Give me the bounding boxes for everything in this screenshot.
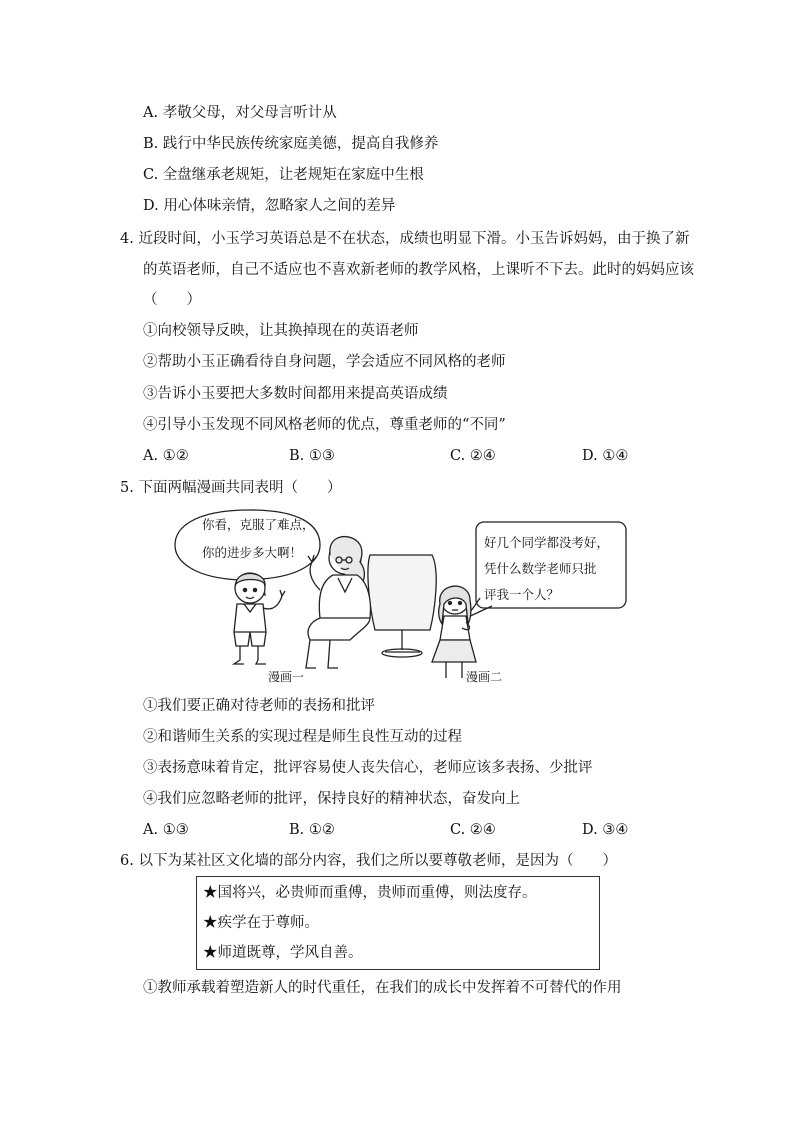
q5-choice-d[interactable]: D. ③④	[582, 822, 629, 838]
q4-choices	[143, 446, 643, 466]
quote-2: ★疾学在于尊师。	[203, 915, 319, 931]
q6-statement-1: ①教师承载着塑造新人的时代重任，在我们的成长中发挥着不可替代的作用	[143, 980, 622, 996]
q5-statement-1: ①我们要正确对待老师的表扬和批评	[143, 698, 375, 714]
cartoon2-speech-line-1: 好几个同学都没考好，	[484, 535, 610, 550]
q3-option-b: B. 践行中华民族传统家庭美德，提高自我修养	[143, 136, 439, 152]
culture-wall-quote-box	[196, 876, 600, 970]
quote-3: ★师道既尊，学风自善。	[203, 945, 363, 961]
q4-statement-4: ④引导小玉发现不同风格老师的优点，尊重老师的“不同”	[143, 417, 506, 433]
q4-statement-1: ①向校领导反映，让其换掉现在的英语老师	[143, 323, 419, 339]
q4-stem-line-2: 的英语老师，自己不适应也不喜欢新老师的教学风格，上课听不下去。此时的妈妈应该	[143, 262, 694, 278]
quote-1: ★国将兴，必贵师而重傅，贵师而重傅，则法度存。	[203, 885, 537, 901]
q4-statement-3: ③告诉小玉要把大多数时间都用来提高英语成绩	[143, 386, 448, 402]
q5-statement-4: ④我们应忽略老师的批评，保持良好的精神状态，奋发向上	[143, 791, 520, 807]
q3-option-d: D. 用心体味亲情，忽略家人之间的差异	[143, 198, 396, 214]
q5-statement-3: ③表扬意味着肯定，批评容易使人丧失信心，老师应该多表扬、少批评	[143, 760, 593, 776]
q5-choices	[143, 820, 643, 840]
q4-choice-c[interactable]: C. ②④	[450, 448, 496, 464]
q5-statement-2: ②和谐师生关系的实现过程是师生良性互动的过程	[143, 729, 462, 745]
q4-choice-d[interactable]: D. ①④	[582, 448, 629, 464]
q4-stem-line-3: （ ）	[143, 292, 201, 308]
q4-stem-line-1: 4. 近段时间，小玉学习英语总是不在状态，成绩也明显下滑。小玉告诉妈妈，由于换了新	[120, 231, 690, 247]
q3-option-a: A. 孝敬父母，对父母言听计从	[143, 105, 337, 121]
q6-stem: 6. 以下为某社区文化墙的部分内容，我们之所以要尊敬老师，是因为（ ）	[120, 853, 617, 869]
cartoon2-speech-line-3: 评我一个人？	[484, 587, 560, 602]
q4-choice-a[interactable]: A. ①②	[143, 448, 189, 464]
q3-option-c: C. 全盘继承老规矩，让老规矩在家庭中生根	[143, 167, 424, 183]
cartoon2-caption: 漫画二	[466, 670, 503, 684]
cartoon1-caption: 漫画一	[268, 670, 305, 684]
q5-choice-a[interactable]: A. ①③	[143, 822, 189, 838]
q5-cartoons	[170, 500, 630, 690]
q4-choice-b[interactable]: B. ①③	[289, 448, 335, 464]
q5-choice-c[interactable]: C. ②④	[450, 822, 496, 838]
q5-stem: 5. 下面两幅漫画共同表明（ ）	[120, 480, 342, 496]
cartoon1-speech-line-1: 你看，克服了难点，	[202, 517, 315, 532]
q5-choice-b[interactable]: B. ①②	[289, 822, 335, 838]
cartoon2-speech-line-2: 凭什么数学老师只批	[484, 561, 597, 576]
cartoon1-speech-line-2: 你的进步多大啊！	[202, 545, 303, 560]
q4-statement-2: ②帮助小玉正确看待自身问题，学会适应不同风格的老师	[143, 354, 506, 370]
